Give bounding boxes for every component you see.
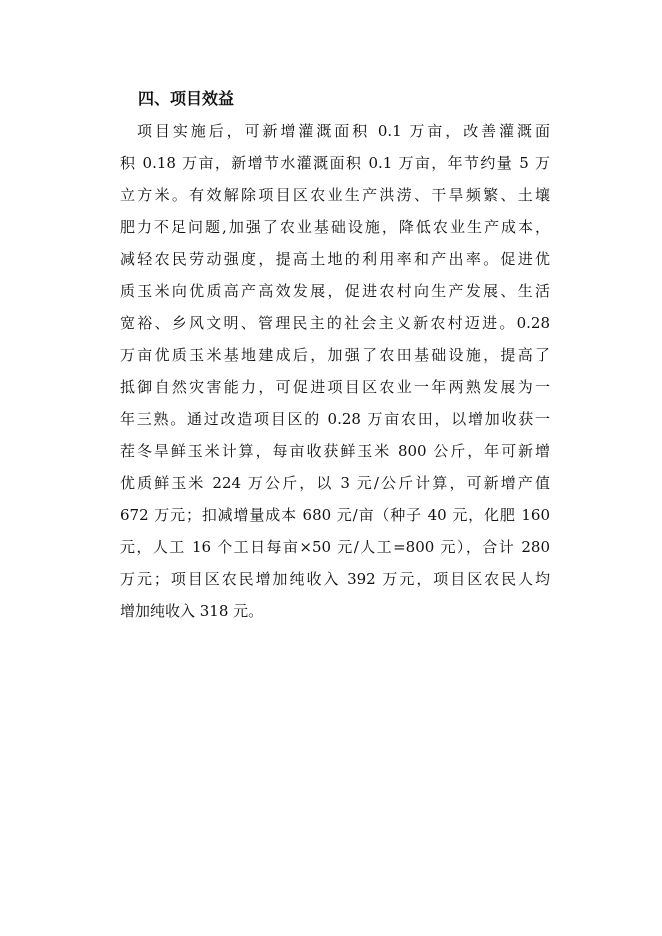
paragraph-line: 万亩优质玉米基地建成后，加强了农田基础设施，提高了	[120, 346, 550, 364]
paragraph-line: 积 0.18 万亩，新增节水灌溉面积 0.1 万亩，年节约量 5 万	[120, 154, 550, 172]
paragraph-line: 年三熟。通过改造项目区的 0.28 万亩农田，以增加收获一	[120, 410, 550, 428]
paragraph-line: 万元；项目区农民增加纯收入 392 万元，项目区农民人均	[120, 570, 550, 588]
paragraph-line: 肥力不足问题,加强了农业基础设施，降低农业生产成本，	[120, 218, 550, 236]
paragraph-line: 立方米。有效解除项目区农业生产洪涝、干旱频繁、土壤	[120, 186, 550, 204]
paragraph-line: 茬冬旱鲜玉米计算，每亩收获鲜玉米 800 公斤，年可新增	[120, 442, 550, 460]
section-heading: 四、项目效益	[138, 89, 235, 108]
paragraph-line: 672 万元；扣减增量成本 680 元/亩（种子 40 元，化肥 160	[120, 506, 550, 524]
paragraph-line: 减轻农民劳动强度，提高土地的利用率和产出率。促进优	[120, 250, 550, 268]
paragraph-line: 项目实施后，可新增灌溉面积 0.1 万亩，改善灌溉面	[137, 122, 550, 140]
paragraph-line: 质玉米向优质高产高效发展，促进农村向生产发展、生活	[120, 282, 550, 300]
paragraph-line: 增加纯收入 318 元。	[120, 602, 264, 620]
paragraph-line: 优质鲜玉米 224 万公斤，以 3 元/公斤计算，可新增产值	[120, 474, 550, 492]
paragraph-line: 元，人工 16 个工日每亩×50 元/人工=800 元），合计 280	[120, 538, 550, 556]
paragraph-line: 抵御自然灾害能力，可促进项目区农业一年两熟发展为一	[120, 378, 550, 396]
paragraph-line: 宽裕、乡风文明、管理民主的社会主义新农村迈进。0.28	[120, 314, 550, 332]
